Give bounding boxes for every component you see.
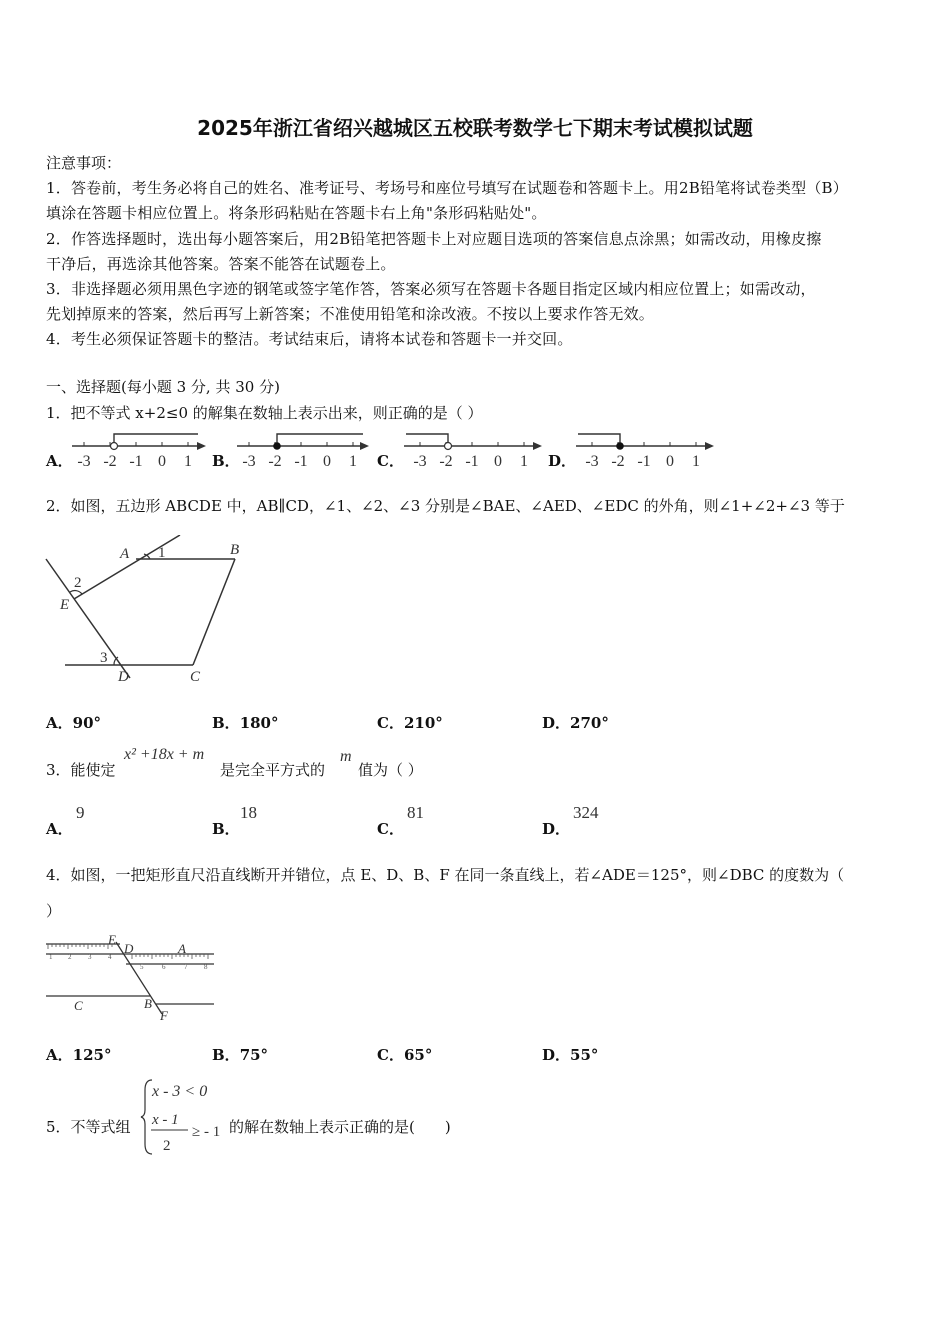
q3-stem-prefix: 3．能使定 xyxy=(46,761,116,779)
note-line: 填涂在答题卡相应位置上。将条形码粘贴在答题卡右上角"条形码粘贴处"。 xyxy=(46,204,547,222)
point-label: F xyxy=(160,1008,168,1022)
note-line: 2．作答选择题时，选出每小题答案后，用2B铅笔把答题卡上对应题目选项的答案信息点涂黑；如需改动，用橡皮擦 xyxy=(46,230,822,248)
point-label: D xyxy=(124,941,134,956)
vertex-label: B xyxy=(230,542,240,558)
tick-label: 1 xyxy=(349,453,357,470)
page-title: 2025年浙江省绍兴越城区五校联考数学七下期末考试模拟试题 xyxy=(197,116,753,140)
q4-option-c: C．65° xyxy=(377,1046,433,1064)
q3-option-b-value: 18 xyxy=(240,803,257,822)
q2-option-d: D．270° xyxy=(542,714,609,732)
tick-label: -1 xyxy=(129,453,143,470)
q3-option-a-label: A． xyxy=(46,820,73,838)
q3-option-c-label: C． xyxy=(377,820,404,838)
q3-option-c-value: 81 xyxy=(407,803,424,822)
vertex-label: E xyxy=(60,597,70,613)
vertex-label: A xyxy=(120,546,130,562)
tick-label: 0 xyxy=(666,453,674,470)
q4-ruler-figure xyxy=(40,930,220,1022)
angle-label: 1 xyxy=(158,545,166,561)
vertex-label: D xyxy=(118,669,129,685)
q1-option-d-numberline xyxy=(574,428,720,470)
q3-option-b-label: B． xyxy=(212,820,240,838)
note-line: 4．考生必须保证答题卡的整洁。考试结束后，请将本试卷和答题卡一并交回。 xyxy=(46,330,573,348)
q1-option-a-label: A． xyxy=(46,452,73,470)
q3-expression: x² +18x + m xyxy=(124,746,205,763)
tick-label: -3 xyxy=(585,453,599,470)
ruler-digit: 6 xyxy=(162,963,166,971)
tick-label: -3 xyxy=(413,453,427,470)
inequality-1: x - 3 < 0 xyxy=(152,1083,208,1100)
tick-label: -2 xyxy=(268,453,282,470)
tick-label: -2 xyxy=(611,453,625,470)
note-line: 先划掉原来的答案，然后再写上新答案；不准使用铅笔和涂改液。不按以上要求作答无效。 xyxy=(46,305,655,323)
tick-label: 1 xyxy=(520,453,528,470)
ruler-digit: 5 xyxy=(140,963,144,971)
q3-option-a-value: 9 xyxy=(76,803,85,822)
fraction-denominator: 2 xyxy=(163,1138,171,1154)
note-line: 1．答卷前，考生务必将自己的姓名、准考证号、考场号和座位号填写在试题卷和答题卡上。用2B铅笔将试卷类型（B） xyxy=(46,179,848,197)
q2-stem: 2．如图，五边形 ABCDE 中，AB∥CD，∠1、∠2、∠3 分别是∠BAE、∠AED、∠EDC 的外角，则∠1+∠2+∠3 等于 xyxy=(46,497,845,515)
q1-option-b-numberline xyxy=(235,428,375,470)
q3-option-d-value: 324 xyxy=(573,803,599,822)
tick-label: -2 xyxy=(439,453,453,470)
q1-option-a-numberline xyxy=(70,428,210,470)
point-label: E xyxy=(108,932,116,947)
q1-option-b-label: B． xyxy=(212,452,240,470)
q4-option-b: B．75° xyxy=(212,1046,269,1064)
vertex-label: C xyxy=(190,669,201,685)
point-label: C xyxy=(74,998,83,1013)
q1-option-d-label: D． xyxy=(548,452,577,470)
ruler-digit: 7 xyxy=(184,963,188,971)
point-label: A xyxy=(178,941,186,956)
ruler-digit: 8 xyxy=(204,963,208,971)
tick-label: 1 xyxy=(184,453,192,470)
tick-label: -1 xyxy=(465,453,479,470)
q4-stem-line1: 4．如图，一把矩形直尺沿直线断开并错位，点 E、D、B、F 在同一条直线上，若∠ADE＝125°，则∠DBC 的度数为（ xyxy=(46,866,845,884)
ruler-digit: 2 xyxy=(68,953,72,961)
angle-label: 3 xyxy=(100,650,108,666)
q2-option-c: C．210° xyxy=(377,714,443,732)
q1-stem: 1．把不等式 x+2≤0 的解集在数轴上表示出来，则正确的是（ ） xyxy=(46,404,483,422)
q3-variable: m xyxy=(340,748,352,765)
q4-stem-line2: ） xyxy=(46,902,62,920)
tick-label: -1 xyxy=(294,453,308,470)
tick-label: 0 xyxy=(494,453,502,470)
q5-stem-suffix: 的解在数轴上表示正确的是( ) xyxy=(229,1118,451,1136)
section-heading: 一、选择题(每小题 3 分, 共 30 分) xyxy=(46,378,280,396)
note-line: 3．非选择题必须用黑色字迹的钢笔或签字笔作答，答案必须写在答题卡各题目指定区域内相应位置上；如需改动， xyxy=(46,280,816,298)
inequality-2-rhs: ≥ - 1 xyxy=(192,1124,221,1140)
tick-label: -3 xyxy=(77,453,91,470)
tick-label: -2 xyxy=(103,453,117,470)
tick-label: -1 xyxy=(637,453,651,470)
q1-option-c-label: C． xyxy=(377,452,404,470)
q1-option-c-numberline xyxy=(402,428,548,470)
q3-stem-suffix: 值为（ ） xyxy=(358,761,423,779)
ruler-digit: 1 xyxy=(49,953,53,961)
tick-label: -3 xyxy=(242,453,256,470)
q5-stem-prefix: 5．不等式组 xyxy=(46,1118,131,1136)
q5-inequality-system xyxy=(140,1076,230,1158)
notes-heading: 注意事项： xyxy=(46,154,122,172)
q4-option-d: D．55° xyxy=(542,1046,599,1064)
ruler-digit: 4 xyxy=(108,953,112,961)
q2-option-a: A．90° xyxy=(46,714,102,732)
tick-label: 0 xyxy=(323,453,331,470)
q2-option-b: B．180° xyxy=(212,714,279,732)
point-label: B xyxy=(144,996,152,1011)
tick-label: 0 xyxy=(158,453,166,470)
angle-label: 2 xyxy=(74,575,82,591)
tick-label: 1 xyxy=(692,453,700,470)
q3-option-d-label: D． xyxy=(542,820,571,838)
ruler-digit: 3 xyxy=(88,953,92,961)
q2-pentagon-figure xyxy=(40,535,260,687)
q4-option-a: A．125° xyxy=(46,1046,112,1064)
fraction-numerator: x - 1 xyxy=(152,1112,179,1128)
q3-stem-middle: 是完全平方式的 xyxy=(220,761,326,779)
note-line: 干净后，再选涂其他答案。答案不能答在试题卷上。 xyxy=(46,255,396,273)
